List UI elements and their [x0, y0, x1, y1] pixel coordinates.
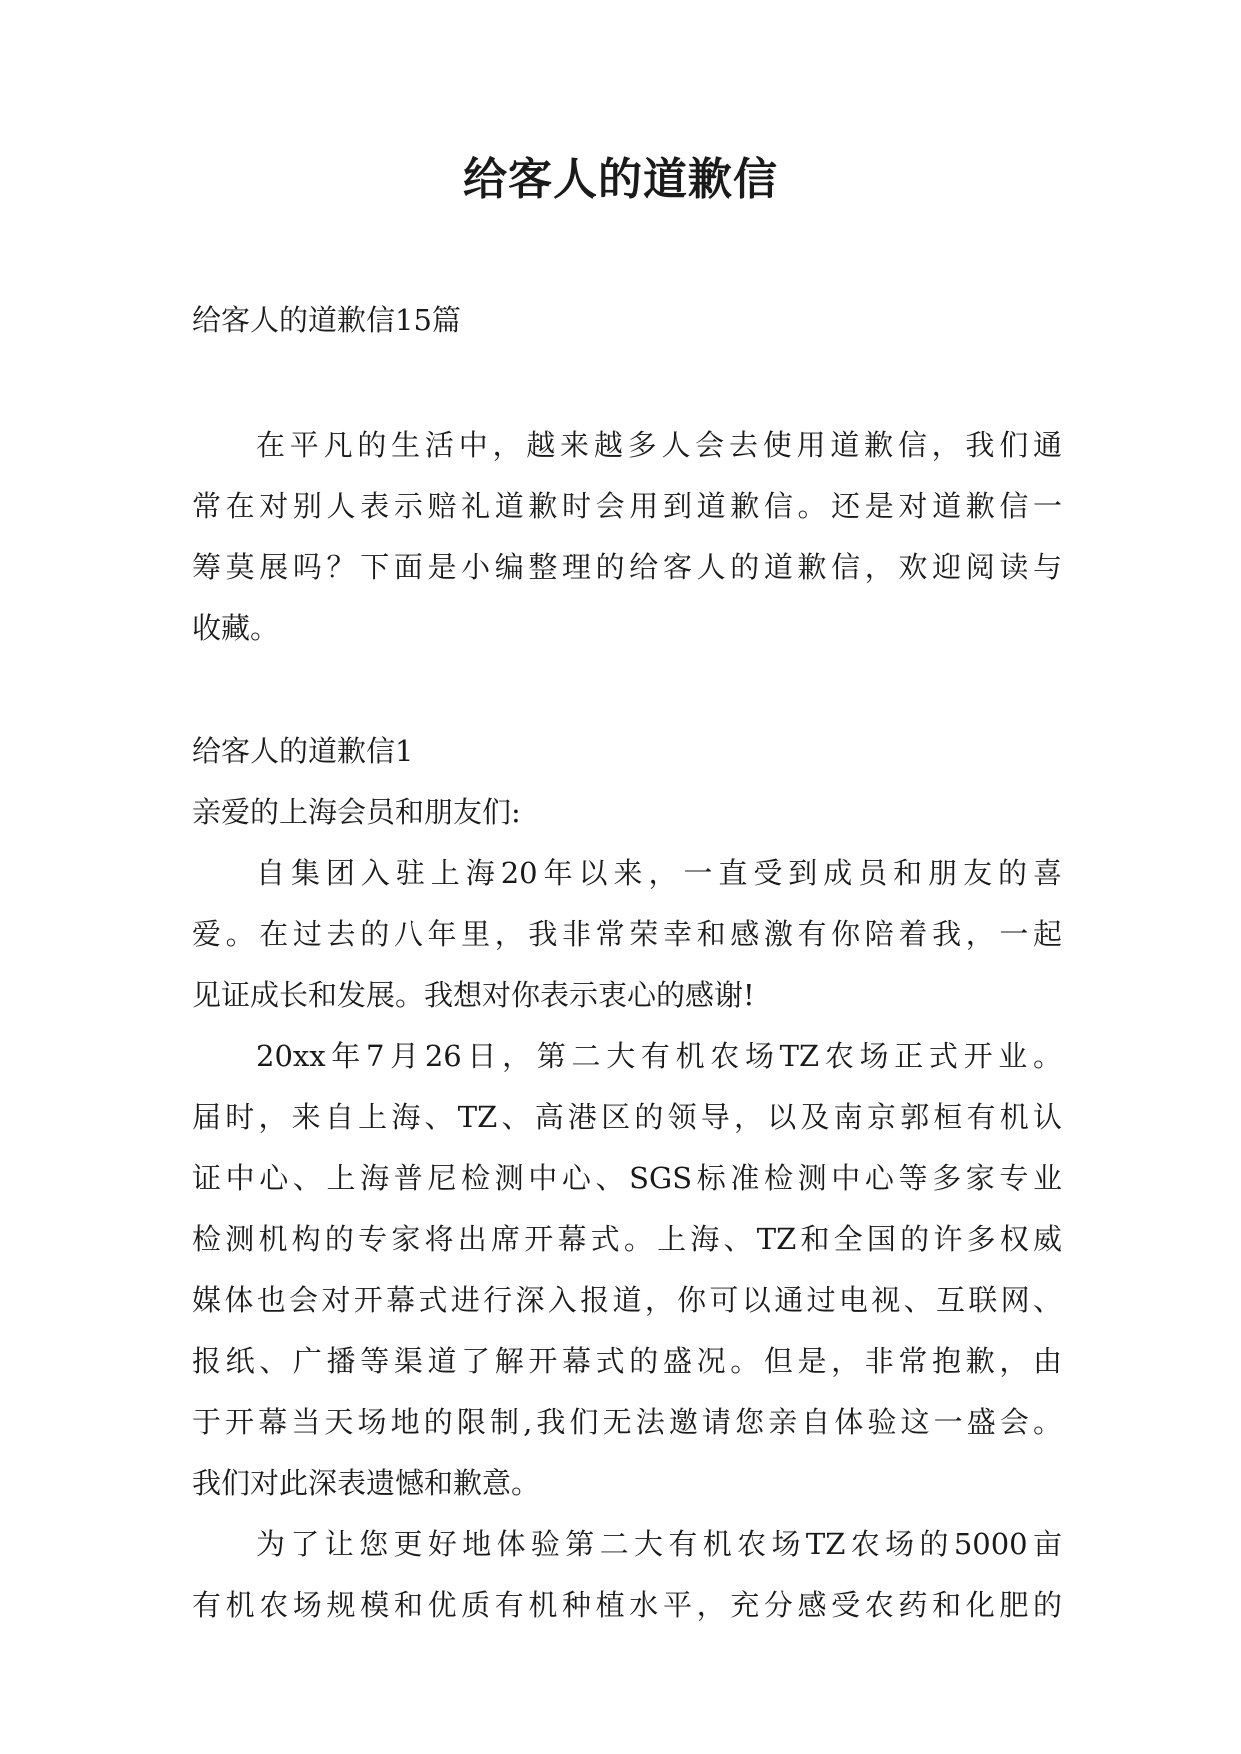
paragraph-line: 媒体也会对开幕式进行深入报道，你可以通过电视、互联网、 — [192, 1283, 1062, 1317]
document-title: 给客人的道歉信 — [463, 154, 778, 205]
spacer — [192, 659, 1062, 721]
document-body — [192, 290, 1062, 1636]
paragraph-line: 检测机构的专家将出席开幕式。上海、TZ和全国的许多权威 — [192, 1222, 1062, 1256]
paragraph-line: 于开幕当天场地的限制,我们无法邀请您亲自体验这一盛会。 — [192, 1405, 1062, 1439]
paragraph-line: 自集团入驻上海20年以来，一直受到成员和朋友的喜 — [256, 856, 1062, 890]
paragraph-line: 有机农场规模和优质有机种植水平，充分感受农药和化肥的 — [192, 1588, 1062, 1622]
section-heading: 给客人的道歉信1 — [192, 734, 414, 768]
paragraph-3 — [192, 1514, 1062, 1636]
paragraph-line: 20xx年7月26日，第二大有机农场TZ农场正式开业。 — [256, 1039, 1062, 1073]
intro-line: 常在对别人表示赔礼道歉时会用到道歉信。还是对道歉信一 — [192, 489, 1062, 523]
paragraph-line: 爱。在过去的八年里，我非常荣幸和感激有你陪着我，一起 — [192, 917, 1062, 951]
intro-paragraph — [192, 415, 1062, 659]
paragraph-2 — [192, 1026, 1062, 1514]
intro-line: 筹莫展吗？下面是小编整理的给客人的道歉信，欢迎阅读与 — [192, 550, 1062, 584]
intro-line: 在平凡的生活中，越来越多人会去使用道歉信，我们通 — [256, 428, 1062, 462]
paragraph-line: 届时，来自上海、TZ、高港区的领导，以及南京郭桓有机认 — [192, 1100, 1062, 1134]
salutation: 亲爱的上海会员和朋友们: — [192, 795, 521, 829]
paragraph-1 — [192, 843, 1062, 1026]
paragraph-line: 为了让您更好地体验第二大有机农场TZ农场的5000亩 — [256, 1527, 1062, 1561]
spacer — [192, 351, 1062, 415]
intro-line: 收藏。 — [192, 611, 280, 645]
paragraph-line: 见证成长和发展。我想对你表示衷心的感谢! — [192, 978, 755, 1012]
paragraph-line: 证中心、上海普尼检测中心、SGS标准检测中心等多家专业 — [192, 1161, 1062, 1195]
document-subtitle: 给客人的道歉信15篇 — [192, 303, 461, 337]
paragraph-line: 我们对此深表遗憾和歉意。 — [192, 1466, 541, 1500]
paragraph-line: 报纸、广播等渠道了解开幕式的盛况。但是，非常抱歉，由 — [192, 1344, 1062, 1378]
